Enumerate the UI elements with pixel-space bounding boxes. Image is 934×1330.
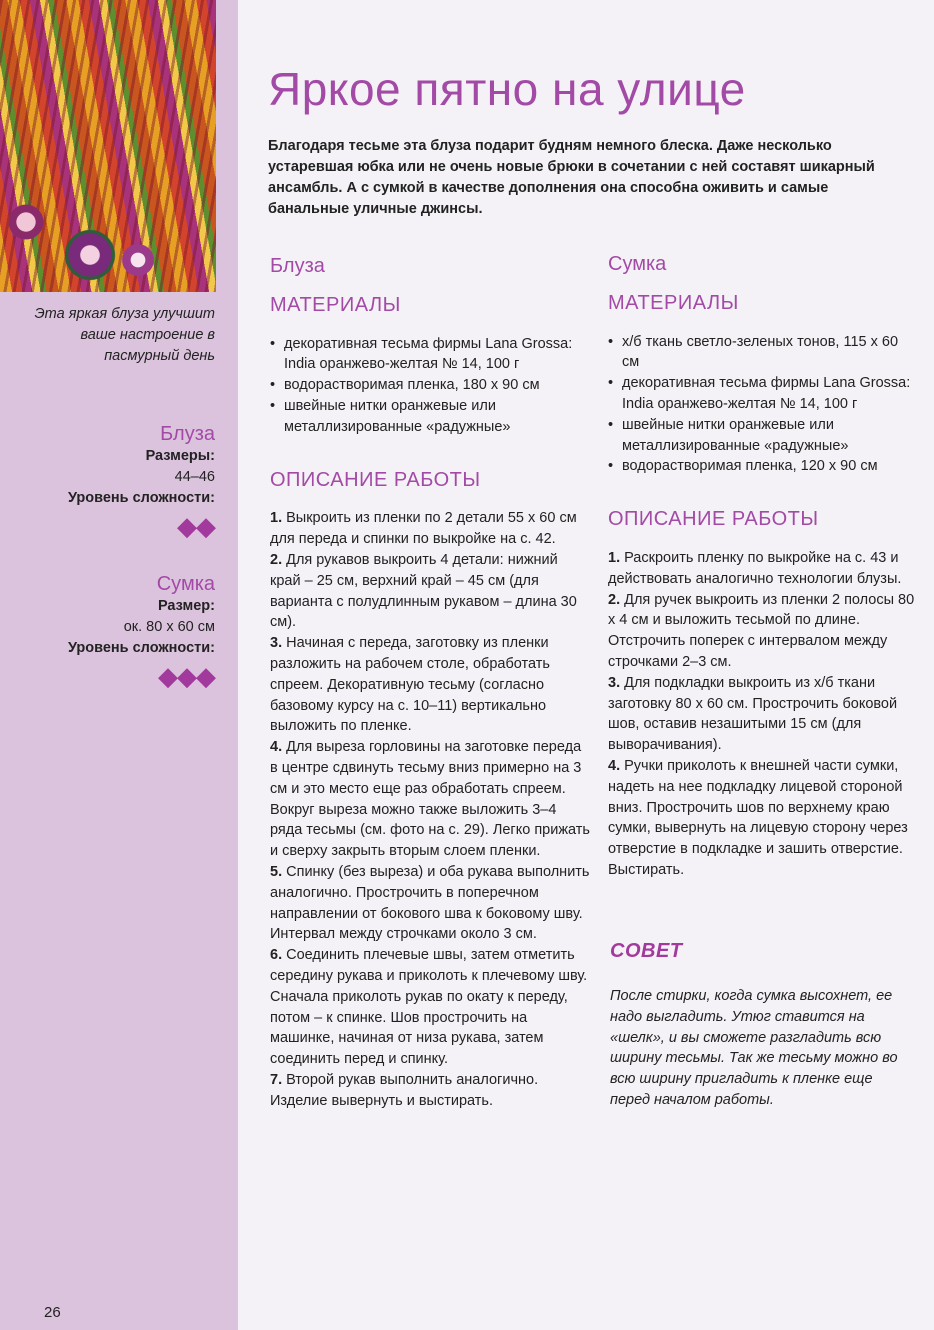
- step-number: 7.: [270, 1071, 283, 1088]
- step-text: Раскроить пленку по выкройке на с. 43 и действовать аналогично технологии блузы.: [608, 549, 902, 587]
- blouse-photo: [0, 0, 216, 292]
- step-text: Начиная с переда, заготовку из пленки разложить на рабочем столе, обработать спреем. Декоративную тесьму (согласно базовому курсу на с. 10–11) вертикально выложить по пленке.: [270, 635, 550, 735]
- step-item: [608, 673, 918, 756]
- step-number: 4.: [608, 757, 621, 774]
- step-text: Второй рукав выполнить аналогично. Изделие вывернуть и выстирать.: [270, 1071, 539, 1109]
- step-item: [270, 862, 590, 945]
- sidebar-bag-info: [20, 572, 215, 693]
- step-number: 1.: [608, 549, 621, 566]
- step-item: [270, 550, 590, 633]
- sidebar-blouse-info: [20, 422, 215, 543]
- sidebar-bag-title: Сумка: [156, 573, 215, 595]
- step-text: Спинку (без выреза) и оба рукава выполнить аналогично. Прострочить в поперечном направлении от бокового шва к боковому шву. Интервал между строчками около 3 см.: [270, 863, 590, 943]
- sizes-value: 44–46: [174, 469, 215, 485]
- step-number: 1.: [270, 510, 283, 527]
- step-item: [608, 590, 918, 673]
- blouse-steps-list: [270, 508, 590, 1111]
- step-item: [270, 1070, 590, 1112]
- sidebar: [0, 0, 238, 1330]
- bag-column: [608, 254, 918, 881]
- intro-paragraph: Благодаря тесьме эта блуза подарит будням немного блеска. Даже несколько устаревшая юбка или не очень новые брюки в сочетании с ней составят шикарный ансамбль. А с сумкой в качестве дополнения она способна оживить и самые банальные уличные джинсы.: [268, 138, 875, 217]
- size-label: Размер:: [157, 598, 215, 614]
- photo-caption: Эта яркая блуза улучшит ваше настроение в пасмурный день: [34, 306, 215, 364]
- step-number: 6.: [270, 947, 283, 964]
- blouse-column: [270, 256, 590, 1111]
- page-number: 26: [44, 1304, 61, 1321]
- step-number: 2.: [608, 591, 621, 608]
- step-text: Для выреза горловины на заготовке переда в центре сдвинуть тесьму вниз примерно на 3 см и это место еще раз обработать спреем. Вокруг выреза можно также выложить 3–4 ряда тесьмы (см. фото на с. 29). Легко прижать и сверху закрыть вторым слоем пленки.: [270, 739, 590, 860]
- difficulty-label: Уровень сложности:: [67, 640, 215, 656]
- blouse-difficulty-diamonds-icon: ◆◆: [177, 511, 215, 541]
- material-item: • швейные нитки оранжевые или металлизированные «радужные»: [270, 396, 590, 438]
- step-text: Для подкладки выкроить из х/б ткани заготовку 80 х 60 см. Прострочить боковой шов, оставив незашитыми 15 см (для выворачивания).: [608, 674, 898, 754]
- page-title: Яркое пятно на улице: [268, 63, 746, 115]
- bag-steps-list: [608, 548, 918, 881]
- step-text: Для ручек выкроить из пленки 2 полосы 80 х 4 см и выложить тесьмой по длине. Отстрочить поперек с интервалом между строчками 2–3 см.: [608, 591, 915, 670]
- blouse-materials-title: МАТЕРИАЛЫ: [270, 293, 401, 316]
- sizes-label: Размеры:: [145, 448, 215, 464]
- step-text: Для рукавов выкроить 4 детали: нижний край – 25 см, верхний край – 45 см (для варианта с полудлинным рукавом – длина 30 см).: [270, 551, 577, 631]
- step-text: Соединить плечевые швы, затем отметить середину рукава и приколоть к плечевому шву. Сначала приколоть рукав по окату к переду, потом – к спинке. Шов прострочить на машинке, начиная от низа рукава, затем соединить перед и спинку.: [270, 947, 588, 1068]
- tip-title: СОВЕТ: [610, 940, 683, 962]
- difficulty-label: Уровень сложности:: [67, 490, 215, 506]
- step-number: 3.: [608, 674, 621, 691]
- size-value: ок. 80 х 60 см: [123, 619, 215, 635]
- blouse-work-title: ОПИСАНИЕ РАБОТЫ: [270, 468, 481, 491]
- step-number: 4.: [270, 739, 283, 756]
- step-text: Выкроить из пленки по 2 детали 55 х 60 см для переда и спинки по выкройке на с. 42.: [270, 510, 577, 548]
- material-item: • водорастворимая пленка, 180 х 90 см: [270, 375, 590, 396]
- step-text: Ручки приколоть к внешней части сумки, надеть на нее подкладку лицевой стороной вниз. Прострочить шов по верхнему краю сумки, вывернуть на лицевую сторону через отверстие в подкладке и зашить отверстие. Выстирать.: [608, 757, 908, 878]
- material-item: • швейные нитки оранжевые или металлизированные «радужные»: [608, 415, 918, 457]
- material-item: • декоративная тесьма фирмы Lana Grossa: India оранжево-желтая № 14, 100 г: [608, 373, 918, 415]
- step-item: [608, 548, 918, 590]
- blouse-materials-list: [270, 334, 590, 438]
- step-item: [270, 945, 590, 1070]
- tip-text: После стирки, когда сумка высохнет, ее надо выгладить. Утюг ставится на «шелк», и вы сможете разгладить всю ширину тесьмы. Так же тесьму можно во всю ширину пригладить к пленке еще перед началом работы.: [610, 988, 898, 1108]
- step-number: 3.: [270, 635, 283, 652]
- bag-section-title: Сумка: [608, 253, 667, 275]
- step-item: [270, 737, 590, 862]
- bag-work-title: ОПИСАНИЕ РАБОТЫ: [608, 508, 819, 531]
- step-item: [608, 756, 918, 881]
- bag-materials-title: МАТЕРИАЛЫ: [608, 291, 739, 314]
- bag-difficulty-diamonds-icon: ◆◆◆: [158, 661, 215, 691]
- sidebar-blouse-title: Блуза: [160, 423, 215, 445]
- step-number: 5.: [270, 863, 283, 880]
- step-number: 2.: [270, 551, 283, 568]
- blouse-section-title: Блуза: [270, 255, 325, 277]
- material-item: • водорастворимая пленка, 120 х 90 см: [608, 456, 918, 477]
- material-item: • декоративная тесьма фирмы Lana Grossa: India оранжево-желтая № 14, 100 г: [270, 334, 590, 376]
- step-item: [270, 508, 590, 550]
- step-item: [270, 633, 590, 737]
- bag-materials-list: [608, 332, 918, 478]
- material-item: • х/б ткань светло-зеленых тонов, 115 х 60 см: [608, 332, 918, 374]
